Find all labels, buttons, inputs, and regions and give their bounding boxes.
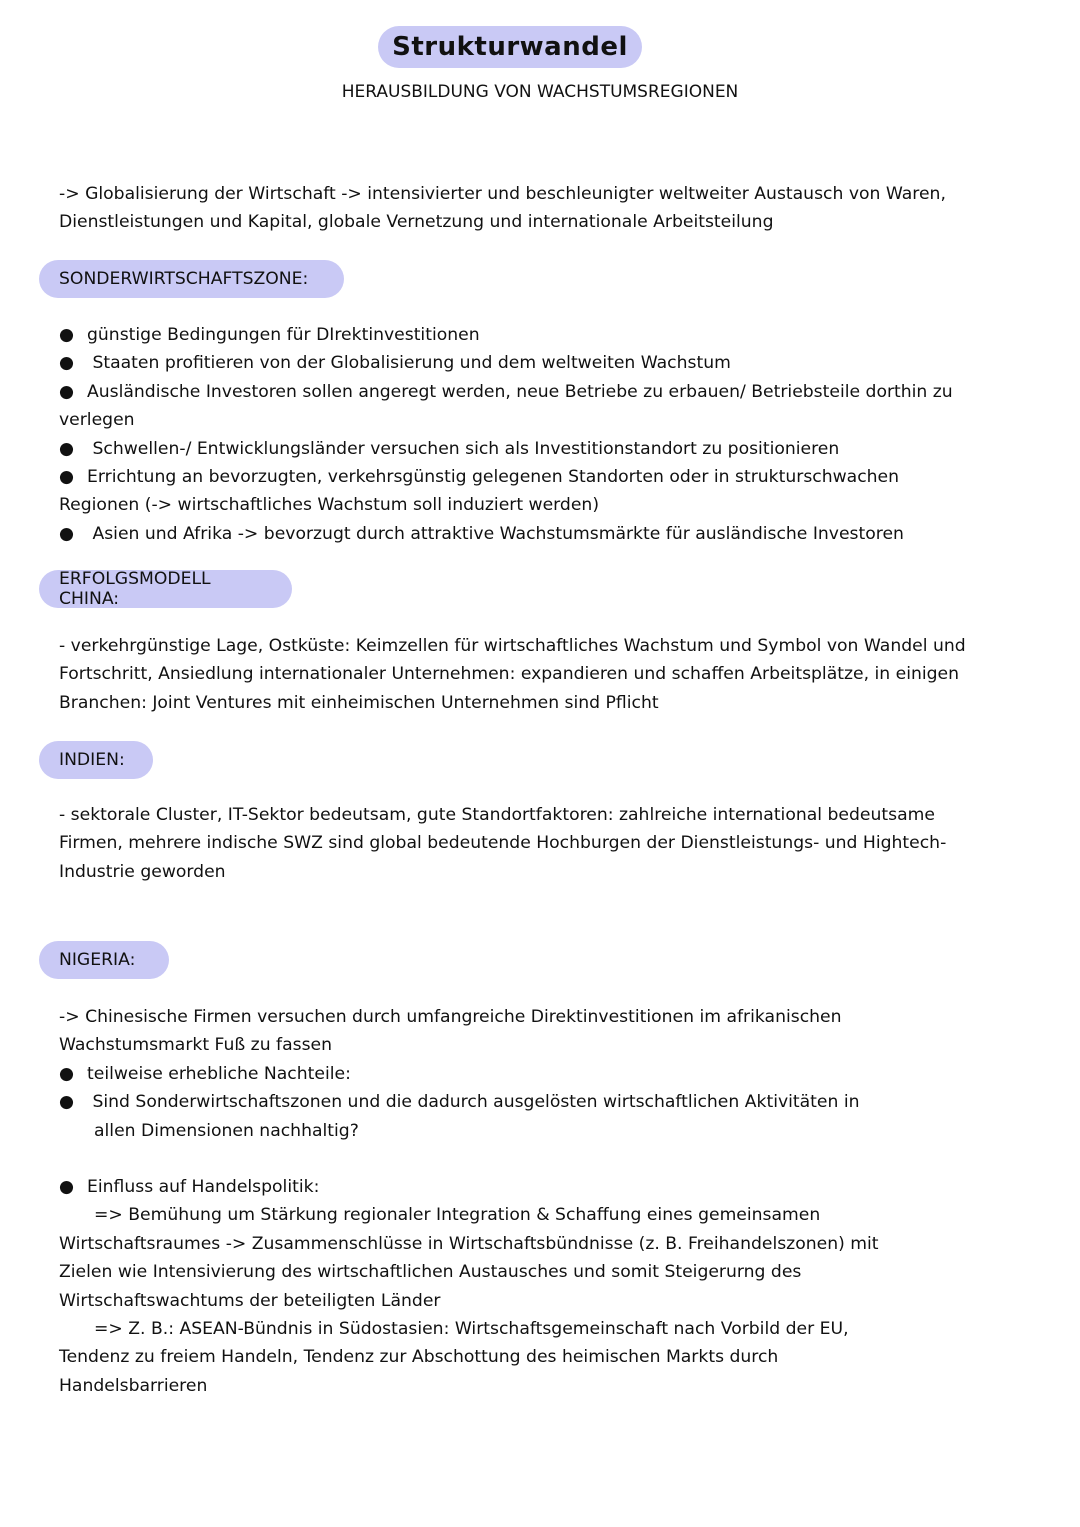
bullet-icon: ●: [59, 381, 74, 402]
bullet-icon: ●: [59, 438, 74, 459]
list-item-text: Errichtung an bevorzugten, verkehrsgünstig gelegenen Standorten oder in strukturschwachen: [87, 467, 900, 488]
list-item: [59, 1173, 1029, 1201]
list-item-text: Sind Sonderwirtschaftszonen und die dadurch ausgelösten wirtschaftlichen Aktivitäten in: [87, 1092, 860, 1113]
text-line: Tendenz zu freiem Handeln, Tendenz zur Abschottung des heimischen Markts durch: [59, 1347, 779, 1368]
section-heading-nigeria: [39, 941, 169, 979]
nigeria-paragraph: [59, 1003, 1029, 1145]
page-subtitle: HERAUSBILDUNG VON WACHSTUMSREGIONEN: [341, 82, 739, 102]
china-paragraph: [59, 632, 1029, 717]
bullet-icon: ●: [59, 467, 74, 488]
text-line: => Z. B.: ASEAN-Bündnis in Südostasien: Wirtschaftsgemeinschaft nach Vorbild der EU,: [94, 1319, 849, 1340]
list-item-continuation: Regionen (-> wirtschaftliches Wachstum soll induziert werden): [59, 495, 600, 516]
text-line: Wirtschaftsraumes -> Zusammenschlüsse in Wirtschaftsbündnisse (z. B. Freihandelszonen) mit: [59, 1233, 879, 1254]
section-heading-china: [39, 570, 292, 608]
sonder-list: [59, 321, 1029, 548]
list-item: [59, 463, 1029, 491]
text-line: Zielen wie Intensivierung des wirtschaftlichen Austausches und somit Steigerurng des: [59, 1262, 802, 1283]
text-line: Wirtschaftswachtums der beteiligten Länder: [59, 1290, 441, 1311]
list-item-text: günstige Bedingungen für DIrektinvestitionen: [87, 325, 480, 345]
list-item-text: Staaten profitieren von der Globalisierung und dem weltweiten Wachstum: [87, 353, 731, 374]
text-line: -> Chinesische Firmen versuchen durch umfangreiche Direktinvestitionen im afrikanischen: [59, 1007, 842, 1027]
handelspolitik-paragraph: [59, 1173, 1029, 1400]
bullet-icon: ●: [59, 325, 74, 345]
text-line: Branchen: Joint Ventures mit einheimischen Unternehmen sind Pflicht: [59, 692, 659, 713]
bullet-icon: ●: [59, 1177, 74, 1197]
text-line: Fortschritt, Ansiedlung internationaler Unternehmen: expandieren und schaffen Arbeitsplätze, in einigen: [59, 664, 960, 685]
bullet-icon: ●: [59, 353, 74, 374]
list-item: [59, 378, 1029, 406]
list-item-continuation: allen Dimensionen nachhaltig?: [94, 1120, 359, 1141]
list-item: [59, 349, 1029, 377]
list-item-continuation: verlegen: [59, 410, 135, 431]
list-item-text: Ausländische Investoren sollen angeregt werden, neue Betriebe zu erbauen/ Betriebsteile dorthin zu: [87, 381, 953, 402]
text-line: Wachstumsmarkt Fuß zu fassen: [59, 1035, 333, 1056]
list-item-text: Asien und Afrika -> bevorzugt durch attraktive Wachstumsmärkte für ausländische Investoren: [87, 523, 904, 544]
list-item-text: Einfluss auf Handelspolitik:: [87, 1177, 320, 1197]
text-line: => Bemühung um Stärkung regionaler Integration & Schaffung eines gemeinsamen: [94, 1205, 821, 1226]
bullet-icon: ●: [59, 1092, 74, 1113]
section-heading-indien: [39, 741, 153, 779]
section-heading-text: SONDERWIRTSCHAFTSZONE:: [59, 269, 309, 289]
bullet-icon: ●: [59, 523, 74, 544]
list-item-text: teilweise erhebliche Nachteile:: [87, 1063, 351, 1084]
bullet-icon: ●: [59, 1063, 74, 1084]
list-item: [59, 1088, 1029, 1116]
section-heading-text: NIGERIA:: [59, 950, 136, 970]
text-line: - sektorale Cluster, IT-Sektor bedeutsam, gute Standortfaktoren: zahlreiche international bedeutsame: [59, 805, 935, 825]
list-item: [59, 520, 1029, 548]
intro-line: Dienstleistungen und Kapital, globale Vernetzung und internationale Arbeitsteilung: [59, 212, 774, 233]
indien-paragraph: [59, 801, 1029, 886]
text-line: - verkehrgünstige Lage, Ostküste: Keimzellen für wirtschaftliches Wachstum und Symbol von Wandel und: [59, 636, 966, 656]
intro-paragraph: [59, 180, 1029, 237]
intro-line: -> Globalisierung der Wirtschaft -> intensivierter und beschleunigter weltweiter Austausch von Waren,: [59, 184, 946, 204]
section-heading-sonderwirtschaftszone: [39, 260, 344, 298]
list-item: [59, 321, 1029, 349]
section-heading-text: INDIEN:: [59, 750, 125, 770]
text-line: Industrie geworden: [59, 861, 226, 882]
list-item-text: Schwellen-/ Entwicklungsländer versuchen sich als Investitionstandort zu positionieren: [87, 438, 840, 459]
list-item: [59, 435, 1029, 463]
section-heading-text: ERFOLGSMODELL CHINA:: [59, 569, 211, 609]
list-item: [59, 1060, 1029, 1088]
page-title: [378, 26, 642, 68]
page-title-text: Strukturwandel: [392, 32, 628, 62]
text-line: Handelsbarrieren: [59, 1375, 208, 1396]
text-line: Firmen, mehrere indische SWZ sind global bedeutende Hochburgen der Dienstleistungs- und Hightech-: [59, 833, 947, 854]
